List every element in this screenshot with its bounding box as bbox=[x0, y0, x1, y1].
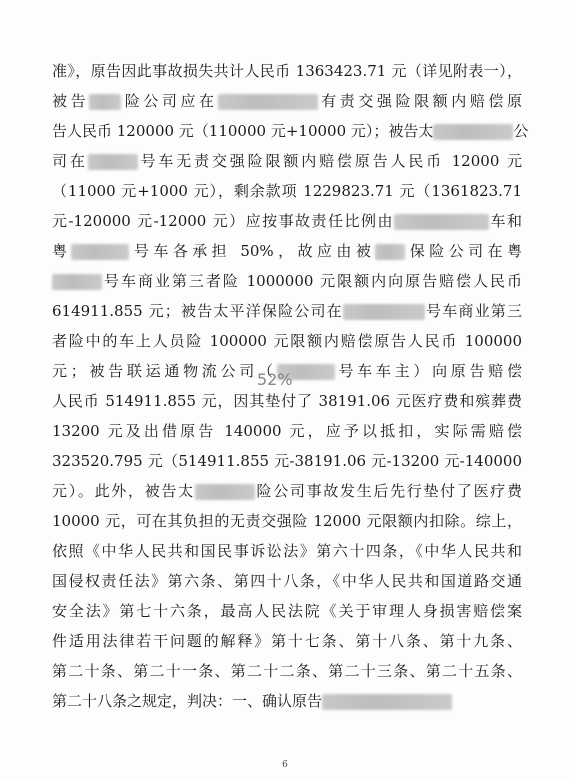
text-line bbox=[52, 296, 522, 326]
text-segment: 险公司应在 bbox=[121, 92, 218, 110]
text-line bbox=[52, 626, 522, 656]
redaction-block bbox=[71, 244, 129, 260]
text-segment: 第二十条、第二十一条、第二十二条、第二十三条、第二十五条、 bbox=[52, 662, 522, 680]
text-segment: 司在 bbox=[52, 152, 88, 170]
text-line bbox=[52, 686, 522, 716]
text-line bbox=[52, 386, 522, 416]
redaction-block bbox=[322, 694, 452, 710]
page-number: 6 bbox=[282, 760, 288, 770]
text-line bbox=[52, 236, 522, 266]
redaction-block bbox=[89, 94, 121, 110]
redaction-block bbox=[195, 484, 255, 500]
redaction-block bbox=[218, 94, 318, 110]
text-line bbox=[52, 326, 522, 356]
text-segment: 依照《中华人民共和国民事诉讼法》第六十四条，《中华人民共和 bbox=[52, 542, 522, 560]
text-segment: 公 bbox=[513, 122, 529, 140]
text-segment: 号车各承担 50%，故应由被 bbox=[129, 242, 376, 260]
text-segment: 件适用法律若干问题的解释》第十七条、第十八条、第十九条、 bbox=[52, 632, 522, 650]
text-segment: 614911.855 元；被告太平洋保险公司在 bbox=[52, 302, 343, 320]
text-segment: 险公司事故发生后先行垫付了医疗费 bbox=[254, 482, 522, 500]
text-line bbox=[52, 536, 522, 566]
redaction-block bbox=[375, 244, 405, 260]
text-segment: 号车车主）向原告赔偿 bbox=[334, 362, 522, 380]
text-segment: 323520.795 元（514911.855 元-38191.06 元-13200 元-140000 bbox=[52, 452, 522, 470]
text-segment: 被告 bbox=[52, 92, 90, 110]
text-line bbox=[52, 176, 522, 206]
text-segment: 有责交强险限额内赔偿原 bbox=[317, 92, 522, 110]
text-segment: 元-120000 元-12000 元）应按事故责任比例由 bbox=[52, 212, 395, 230]
text-segment: 号车商业第三 bbox=[424, 302, 522, 320]
text-line bbox=[52, 596, 522, 626]
text-line bbox=[52, 116, 529, 146]
text-segment: 10000 元，可在其负担的无责交强险 12000 元限额内扣除。综上， bbox=[52, 512, 522, 530]
text-segment: （11000 元+1000 元），剩余款项 1229823.71 元（1361823.71 bbox=[52, 182, 522, 200]
text-segment: 粤 bbox=[52, 242, 72, 260]
redaction-block bbox=[394, 214, 489, 230]
text-segment: 第二十八条之规定，判决：一、确认原告 bbox=[52, 692, 323, 710]
text-segment: 准》，原告因此事故损失共计人民币 1363423.71 元（详见附表一）， bbox=[52, 62, 522, 80]
text-segment: 国侵权责任法》第六条、第四十八条，《中华人民共和国道路交通 bbox=[52, 572, 522, 590]
text-line bbox=[52, 146, 522, 176]
text-segment: 者险中的车上人员险 100000 元限额内赔偿原告人民币 100000 bbox=[52, 332, 522, 350]
redaction-block bbox=[433, 124, 513, 140]
text-line bbox=[52, 206, 522, 236]
redaction-block bbox=[343, 304, 425, 320]
text-line bbox=[52, 506, 522, 536]
text-line bbox=[52, 656, 522, 686]
text-segment: 13200 元及出借原告 140000 元，应予以抵扣，实际需赔偿 bbox=[52, 422, 522, 440]
text-line bbox=[52, 566, 522, 596]
text-segment: 保险公司在粤 bbox=[405, 242, 522, 260]
text-segment: 人民币 514911.855 元，因其垫付了 38191.06 元医疗费和殡葬费 bbox=[52, 392, 522, 410]
text-segment: 告人民币 120000 元（110000 元+10000 元）；被告太 bbox=[52, 122, 434, 140]
text-line bbox=[52, 86, 522, 116]
zoom-watermark: 52% bbox=[257, 370, 293, 389]
text-line bbox=[52, 266, 522, 296]
text-segment: 安全法》第七十六条，最高人民法院《关于审理人身损害赔偿案 bbox=[52, 602, 522, 620]
redaction-block bbox=[52, 274, 102, 290]
text-segment: 车和 bbox=[489, 212, 522, 230]
text-segment: 元；被告联运通物流公司（ bbox=[52, 362, 277, 380]
redaction-block bbox=[88, 154, 138, 170]
text-line bbox=[52, 446, 522, 476]
text-segment: 号车商业第三者险 1000000 元限额内向原告赔偿人民币 bbox=[102, 272, 522, 290]
text-segment: 元）。此外，被告太 bbox=[52, 482, 195, 500]
text-line bbox=[52, 56, 522, 86]
text-line bbox=[52, 476, 522, 506]
text-line bbox=[52, 416, 522, 446]
text-segment: 号车无责交强险限额内赔偿原告人民币 12000 元 bbox=[137, 152, 522, 170]
